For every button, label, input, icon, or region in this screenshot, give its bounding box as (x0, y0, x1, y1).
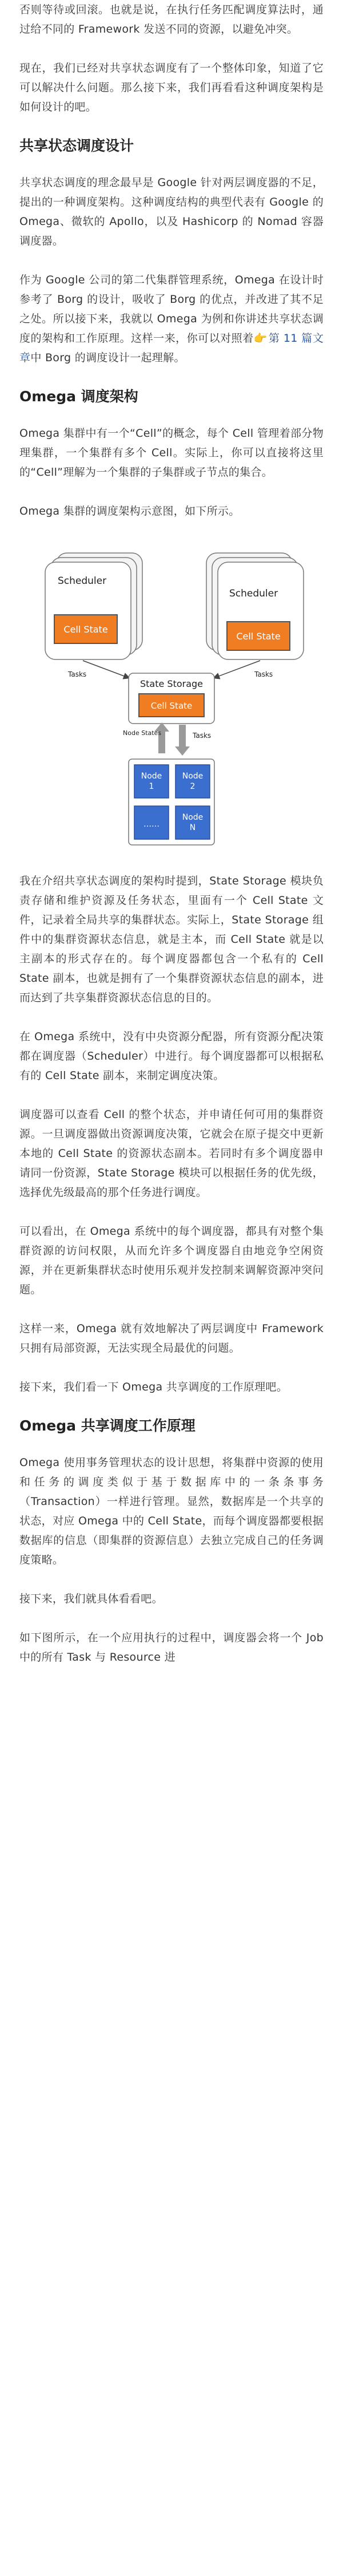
paragraph-intro: 否则等待或回滚。也就是说，在执行任务匹配调度算法时，通过给不同的 Framework 发送不同的资源，以避免冲突。 (19, 3, 324, 35)
paragraph-arch-8: 接下来，我们看一下 Omega 共享调度的工作原理吧。 (19, 1381, 288, 1393)
paragraph-shared-2-text-b: 中 Borg 的调度设计一起理解。 (30, 351, 185, 364)
paragraph-work-3: 如下图所示，在一个应用执行的过程中，调度器会将一个 Job 中的所有 Task 与 Resource 进 (19, 1631, 324, 1664)
tasks-label-left: Tasks (68, 670, 87, 678)
scheduler-left-label: Scheduler (58, 575, 107, 587)
state-storage-cell-state-label: Cell State (150, 701, 193, 711)
node-ellipsis-label: …… (143, 820, 159, 829)
paragraph-work-1: Omega 使用事务管理状态的设计思想，将集群中资源的使用和任务的调度类似于基于数据库中的一条条事务（Transaction）一样进行管理。显然，数据库是一个共享的状态，对应 Omega 中的 Cell State，而每个调度器都要根据数据库的信息（即集群的资源信息）去独立完成自己的任务调度策略。 (19, 1456, 324, 1566)
paragraph-arch-1: Omega 集群中有一个“Cell”的概念，每个 Cell 管理着部分物理集群，一个集群有多个 Cell。实际上，你可以直接将这里的“Cell”理解为一个集群的子集群或子节点的集合。 (19, 427, 324, 479)
diagram-svg (37, 540, 306, 850)
omega-architecture-diagram (19, 540, 324, 850)
scheduler-left-cell-state-label: Cell State (63, 624, 108, 635)
scheduler-right-cell-state-label: Cell State (236, 631, 281, 642)
tasks-arrow-right (214, 661, 260, 678)
tasks-label-down: Tasks (193, 732, 212, 740)
node-states-arrow (154, 722, 169, 753)
node-n-box (176, 806, 210, 839)
state-storage-label: State Storage (139, 678, 204, 689)
paragraph-summary: 现在，我们已经对共享状态调度有了一个整体印象，知道了它可以解决什么问题。那么接下来，我们再看看这种调度架构是如何设计的吧。 (19, 62, 324, 113)
article-11-link[interactable]: 第 11 篇文章 (19, 332, 324, 364)
paragraph-arch-3: 我在介绍共享状态调度的架构时提到，State Storage 模块负责存储和维护资源及任务状态，里面有一个 Cell State 文件，记录着全局共享的集群状态。实际上，State Storage 组件中的集群资源状态信息，就是主本，而 Cell State 就是以主副本的形式存在的。每个调度器都包含一个私有的 Cell State 副本，也就是拥有了一个集群资源状态信息的副本，进而达到了共享集群资源状态信息的目的。 (19, 875, 324, 1004)
heading-omega-architecture: Omega 调度架构 (19, 388, 138, 405)
paragraph-arch-4: 在 Omega 系统中，没有中央资源分配器，所有资源分配决策都在调度器（Scheduler）中进行。每个调度器都可以根据私有的 Cell State 副本，来制定调度决策。 (19, 1030, 324, 1082)
node-states-label: Node States (123, 729, 162, 737)
node-2-label: Node 2 (182, 772, 204, 791)
pointing-hand-icon: 👉 (253, 332, 268, 345)
node-1-label: Node 1 (141, 772, 162, 791)
state-storage (129, 673, 214, 724)
tasks-down-arrow (175, 725, 190, 756)
scheduler-left (45, 553, 142, 659)
tasks-arrow-left (83, 661, 129, 678)
tasks-down-arrow-shaft (179, 725, 186, 748)
paragraph-shared-2-text-a: 作为 Google 公司的第二代集群管理系统，Omega 在设计时参考了 Borg 的设计，吸收了 Borg 的优点，并改进了其不足之处。所以接下来，我就以 Omega 为例和你讲述共享状态调度的架构和工作原理。这样一来，你可以对照着 (19, 274, 324, 345)
paragraph-arch-2: Omega 集群的调度架构示意图，如下所示。 (19, 505, 240, 517)
scheduler-right-label: Scheduler (229, 588, 278, 599)
paragraph-arch-5: 调度器可以查看 Cell 的整个状态，并申请任何可用的集群资源。一旦调度器做出资源调度决策，它就会在原子提交中更新本地的 Cell State 的资源状态副本。若同时有多个调度器申请同一份资源，State Storage 模块可以根据任务的优先级，选择优先级最高的那个任务进行调度。 (19, 1108, 324, 1199)
paragraph-work-2: 接下来，我们就具体看看吧。 (19, 1593, 163, 1605)
tasks-down-arrow-head (175, 746, 190, 756)
node-2-box (176, 765, 210, 798)
paragraph-shared-2 (19, 270, 324, 368)
heading-omega-working-principle: Omega 共享调度工作原理 (19, 1417, 196, 1434)
node-n-label: Node N (182, 813, 204, 832)
scheduler-right (206, 553, 304, 659)
node-1-box (134, 765, 169, 798)
paragraph-arch-6: 可以看出，在 Omega 系统中的每个调度器，都具有对整个集群资源的访问权限，从而允许多个调度器自由地竞争空闲资源，并在更新集群状态时使用乐观并发控制来调解资源冲突问题。 (19, 1225, 324, 1296)
heading-shared-state-design: 共享状态调度设计 (19, 137, 134, 154)
tasks-label-right: Tasks (254, 670, 273, 678)
paragraph-arch-7: 这样一来，Omega 就有效地解决了两层调度中 Framework 只拥有局部资源，无法实现全局最优的问题。 (19, 1322, 324, 1354)
paragraph-shared-1: 共享状态调度的理念最早是 Google 针对两层调度器的不足，提出的一种调度架构。这种调度结构的典型代表有 Google 的 Omega、微软的 Apollo，以及 Hashicorp 的 Nomad 容器调度器。 (19, 176, 324, 247)
